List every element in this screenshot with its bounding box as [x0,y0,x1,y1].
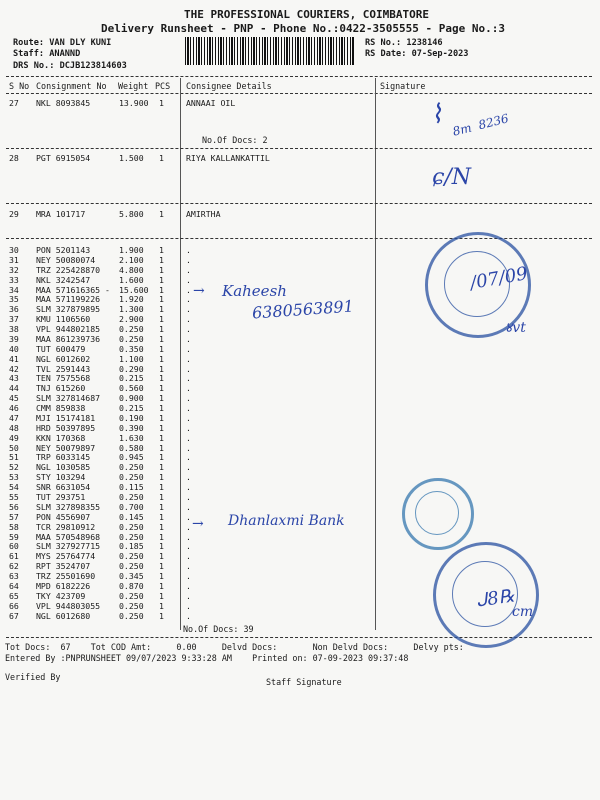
table-row [0,482,600,492]
entered-by-line: Entered By :PNPRUNSHEET 09/07/2023 9:33:28 AM Printed on: 07-09-2023 09:37:48 [5,653,409,663]
cell-consignee-dot: . [186,551,191,562]
cell-sno: 50 [9,442,19,453]
cell-sno: 36 [9,304,19,315]
cell-sno: 30 [9,245,19,255]
rs-date: RS Date: 07-Sep-2023 [365,49,469,59]
cell-consignment: SLM 327814687 [36,393,101,404]
cell-sno: 61 [9,551,19,562]
cell-weight: 0.250 [119,333,144,344]
cell-consignment: VPL 944802185 [36,324,101,335]
cell-pcs: 1 [159,333,164,344]
cell-consignee: RIYA KALLANKATTIL [186,153,270,163]
cell-consignee-dot: . [186,541,191,552]
col-consignee: Consignee Details [186,81,272,91]
cell-consignee: AMIRTHA [186,209,221,219]
cell-weight: 0.250 [119,472,144,483]
cell-pcs: 1 [159,343,164,354]
cell-consignment: TUT 293751 [36,492,86,502]
arrow-icon: → [192,516,204,532]
cell-weight: 0.250 [119,521,144,532]
cell-pcs: 1 [159,403,164,414]
cell-weight: 0.350 [119,343,144,354]
table-row [0,472,600,482]
cell-consignment: SLM 327898355 [36,501,101,512]
cell-weight: 0.250 [119,324,144,335]
cell-weight: 0.250 [119,551,144,562]
cell-sno: 35 [9,294,19,305]
row-divider [6,148,592,149]
cell-sno: 28 [9,153,19,163]
cell-consignee-dot: . [186,492,191,502]
cell-pcs: 1 [159,412,164,423]
table-row [0,209,600,219]
table-row [0,433,600,443]
cell-pcs: 1 [159,363,164,374]
table-row [0,153,600,163]
col-pcs: PCS [155,81,171,91]
cell-consignee-dot: . [186,324,191,335]
cell-pcs: 1 [159,501,164,512]
cell-sno: 52 [9,462,19,473]
cell-pcs: 1 [159,432,164,443]
cell-sno: 31 [9,254,19,265]
cell-consignment: PON 4556907 [36,511,91,522]
signature-scrawl: ᒍ8℞ [474,585,517,612]
cell-sno: 39 [9,333,19,344]
cell-pcs: 1 [159,600,164,611]
cell-consignment: NEY 50079897 [36,442,96,453]
cell-pcs: 1 [159,541,164,552]
cell-sno: 40 [9,343,19,354]
cell-pcs: 1 [159,531,164,542]
cell-consignee-dot: . [186,274,191,285]
cell-consignment: CMM 859838 [36,403,86,414]
cell-consignee-dot: . [186,264,191,275]
cell-pcs: 1 [159,245,164,255]
cell-sno: 34 [9,284,19,295]
cell-pcs: 1 [159,209,164,219]
cell-consignee-dot: . [186,412,191,423]
col-sno: S No [9,81,30,91]
cell-consignee-dot: . [186,472,191,483]
cell-pcs: 1 [159,590,164,601]
cell-weight: 1.600 [119,274,144,285]
cell-pcs: 1 [159,610,164,621]
cell-consignment: TKY 423709 [36,590,86,601]
cell-consignee-dot: . [186,561,191,572]
stamp-date-scrawl: /07/09 [468,263,530,294]
table-row [0,502,600,512]
cell-consignment: MAA 570548968 [36,531,101,542]
col-signature: Signature [380,81,426,91]
cell-sno: 44 [9,383,19,394]
totals-line: Tot Docs: 67 Tot COD Amt: 0.00 Delvd Docs: Non Delvd Docs: Delvy pts: [5,642,464,652]
cell-sno: 64 [9,580,19,591]
cell-consignment: KMU 1106560 [36,314,91,325]
cell-consignee-dot: . [186,580,191,591]
cell-consignment: NKL 3242547 [36,274,91,285]
cell-consignee-dot: . [186,254,191,265]
cell-weight: 0.250 [119,531,144,542]
table-row [0,532,600,542]
cell-weight: 1.630 [119,432,144,443]
table-row [0,364,600,374]
cell-consignment: MYS 25764774 [36,551,96,562]
cell-weight: 0.215 [119,403,144,414]
cell-consignment: NGL 1030585 [36,462,91,473]
cell-sno: 47 [9,412,19,423]
cell-sno: 58 [9,521,19,532]
table-row [0,452,600,462]
verified-by-label: Verified By [5,672,61,682]
cell-weight: 0.870 [119,580,144,591]
drs-number: DRS No.: DCJB123814603 [13,61,127,71]
cell-sno: 59 [9,531,19,542]
cell-consignment: TRZ 225428870 [36,264,101,275]
cell-consignment: PON 5201143 [36,245,91,255]
cell-weight: 0.215 [119,373,144,384]
group-docs-count: No.Of Docs: 39 [183,624,254,634]
cell-pcs: 1 [159,521,164,532]
table-row [0,423,600,433]
cell-consignee-dot: . [186,245,191,255]
cell-pcs: 1 [159,254,164,265]
cell-weight: 0.250 [119,610,144,621]
barcode [185,37,355,65]
cell-weight: 5.800 [119,209,144,219]
cell-consignment: TRZ 25501690 [36,571,96,582]
cell-weight: 0.250 [119,462,144,473]
cell-consignment: STY 103294 [36,472,86,483]
cell-pcs: 1 [159,153,164,163]
initials-scrawl: cm [512,604,534,620]
cell-consignment: RPT 3524707 [36,561,91,572]
cell-sno: 63 [9,571,19,582]
cell-sno: 33 [9,274,19,285]
cell-consignment: NGL 6012602 [36,353,91,364]
cell-pcs: 1 [159,353,164,364]
cell-consignment: TUT 600479 [36,343,86,354]
cell-weight: 0.390 [119,422,144,433]
table-row [0,383,600,393]
cell-weight: 0.250 [119,492,144,502]
cell-consignee-dot: . [186,383,191,394]
cell-consignee-dot: . [186,422,191,433]
cell-consignment: TCR 29810912 [36,521,96,532]
row-divider [6,203,592,204]
bank-stamp-icon [402,478,474,550]
cell-pcs: 1 [159,511,164,522]
cell-pcs: 1 [159,452,164,463]
cell-consignment: PGT 6915054 [36,153,91,163]
cell-consignee-dot: . [186,314,191,325]
cell-consignment: TNJ 615260 [36,383,86,394]
cell-sno: 45 [9,393,19,404]
cell-consignment: MAA 571199226 [36,294,101,305]
handwritten-phone: 6380563891 [251,296,355,323]
cell-consignee-dot: . [186,462,191,473]
cell-sno: 42 [9,363,19,374]
cell-sno: 29 [9,209,19,219]
cell-sno: 53 [9,472,19,483]
cell-pcs: 1 [159,492,164,502]
cell-consignment: TRP 6033145 [36,452,91,463]
cell-pcs: 1 [159,561,164,572]
table-row [0,98,600,108]
cell-consignee-dot: . [186,590,191,601]
signature-row27-text: 8m 8236 [451,111,511,139]
cell-sno: 62 [9,561,19,572]
cell-weight: 2.900 [119,314,144,325]
cell-weight: 2.100 [119,254,144,265]
cell-weight: 1.500 [119,153,144,163]
cell-weight: 0.145 [119,511,144,522]
cell-sno: 46 [9,403,19,414]
cell-pcs: 1 [159,284,164,295]
rs-number: RS No.: 1238146 [365,38,443,48]
cell-sno: 67 [9,610,19,621]
staff-label: Staff: ANANND [13,49,81,59]
cell-weight: 0.345 [119,571,144,582]
cell-consignment: MAA 571616365 - [36,284,110,295]
cell-consignee-dot: . [186,610,191,621]
cell-sno: 65 [9,590,19,601]
cell-sno: 60 [9,541,19,552]
cell-sno: 27 [9,98,19,108]
cell-consignment: SNR 6631054 [36,482,91,493]
docs-count: No.Of Docs: 2 [202,135,268,145]
runsheet-title: Delivery Runsheet - PNP - Phone No.:0422-3505555 - Page No.:3 [101,22,505,35]
company-name: THE PROFESSIONAL COURIERS, COIMBATORE [184,8,430,21]
cell-consignment: NEY 50080074 [36,254,96,265]
table-row [0,403,600,413]
cell-pcs: 1 [159,422,164,433]
cell-weight: 0.290 [119,363,144,374]
cell-sno: 66 [9,600,19,611]
cell-consignment: SLM 327927715 [36,541,101,552]
cell-pcs: 1 [159,383,164,394]
cell-consignee-dot: . [186,294,191,305]
cell-sno: 51 [9,452,19,463]
signature-row28: ɕ/N [432,165,471,190]
cell-weight: 0.115 [119,482,144,493]
cell-consignee-dot: . [186,353,191,364]
cell-sno: 48 [9,422,19,433]
cell-sno: 37 [9,314,19,325]
cell-pcs: 1 [159,462,164,473]
table-row [0,373,600,383]
cell-consignee-dot: . [186,333,191,344]
cell-consignee-dot: . [186,521,191,532]
cell-consignment: NGL 6012680 [36,610,91,621]
cell-consignment: TEN 7575568 [36,373,91,384]
cell-consignment: MRA 101717 [36,209,86,219]
cell-consignee-dot: . [186,501,191,512]
cell-consignment: SLM 327879895 [36,304,101,315]
cell-consignee-dot: . [186,432,191,443]
col-consignment: Consignment No [36,81,107,91]
cell-weight: 0.250 [119,590,144,601]
cell-consignment: MAA 861239736 [36,333,101,344]
cell-pcs: 1 [159,571,164,582]
cell-sno: 55 [9,492,19,502]
cell-sno: 54 [9,482,19,493]
cell-consignee-dot: . [186,442,191,453]
cell-consignee-dot: . [186,571,191,582]
cell-consignee-dot: . [186,452,191,463]
initials-scrawl: ४vt [505,320,526,336]
cell-weight: 1.900 [119,245,144,255]
cell-consignee-dot: . [186,511,191,522]
cell-consignee-dot: . [186,600,191,611]
cell-consignment: TVL 2591443 [36,363,91,374]
table-row [0,443,600,453]
cell-weight: 0.250 [119,561,144,572]
cell-weight: 0.190 [119,412,144,423]
cell-consignee-dot: . [186,373,191,384]
cell-consignee-dot: . [186,531,191,542]
staff-signature-label: Staff Signature [266,677,342,687]
cell-consignment: NKL 8093845 [36,98,91,108]
cell-sno: 49 [9,432,19,443]
cell-consignee-dot: . [186,343,191,354]
cell-pcs: 1 [159,551,164,562]
cell-pcs: 1 [159,393,164,404]
cell-weight: 1.300 [119,304,144,315]
cell-consignee-dot: . [186,482,191,493]
table-row [0,344,600,354]
handwritten-name: Kaheesh [222,282,287,300]
cell-pcs: 1 [159,304,164,315]
table-row [0,393,600,403]
route-label: Route: VAN DLY KUNI [13,38,112,48]
arrow-icon: → [193,283,205,299]
cell-weight: 15.600 [119,284,149,295]
cell-pcs: 1 [159,472,164,483]
cell-pcs: 1 [159,442,164,453]
cell-weight: 0.250 [119,600,144,611]
cell-pcs: 1 [159,264,164,275]
cell-pcs: 1 [159,294,164,305]
cell-pcs: 1 [159,274,164,285]
header-divider-top [6,76,592,77]
cell-pcs: 1 [159,482,164,493]
cell-consignment: MPD 6182226 [36,580,91,591]
cell-consignee: ANNAAI OIL [186,98,236,108]
cell-consignment: VPL 944803055 [36,600,101,611]
cell-weight: 4.800 [119,264,144,275]
table-row [0,354,600,364]
cell-pcs: 1 [159,373,164,384]
table-row [0,413,600,423]
cell-consignee-dot: . [186,393,191,404]
cell-pcs: 1 [159,580,164,591]
cell-weight: 0.700 [119,501,144,512]
cell-sno: 57 [9,511,19,522]
cell-consignee-dot: . [186,304,191,315]
table-row [0,462,600,472]
cell-weight: 0.945 [119,452,144,463]
cell-consignment: MJI 15174181 [36,412,96,423]
cell-consignment: KKN 170368 [36,432,86,443]
table-row [0,492,600,502]
cell-consignment: HRD 50397895 [36,422,96,433]
cell-weight: 0.185 [119,541,144,552]
cell-sno: 41 [9,353,19,364]
header-divider-bottom [6,93,592,94]
cell-sno: 32 [9,264,19,275]
cell-consignee-dot: . [186,284,191,295]
cell-pcs: 1 [159,314,164,325]
handwritten-bank: Dhanlaxmi Bank [228,513,345,529]
cell-pcs: 1 [159,98,164,108]
signature-row27-icon: ⌇ [427,99,445,131]
cell-sno: 38 [9,324,19,335]
cell-weight: 1.920 [119,294,144,305]
cell-weight: 13.900 [119,98,149,108]
cell-weight: 1.100 [119,353,144,364]
cell-weight: 0.900 [119,393,144,404]
cell-weight: 0.560 [119,383,144,394]
cell-sno: 56 [9,501,19,512]
col-weight: Weight [118,81,149,91]
cell-consignee-dot: . [186,403,191,414]
cell-pcs: 1 [159,324,164,335]
cell-weight: 0.580 [119,442,144,453]
cell-sno: 43 [9,373,19,384]
cell-consignee-dot: . [186,363,191,374]
